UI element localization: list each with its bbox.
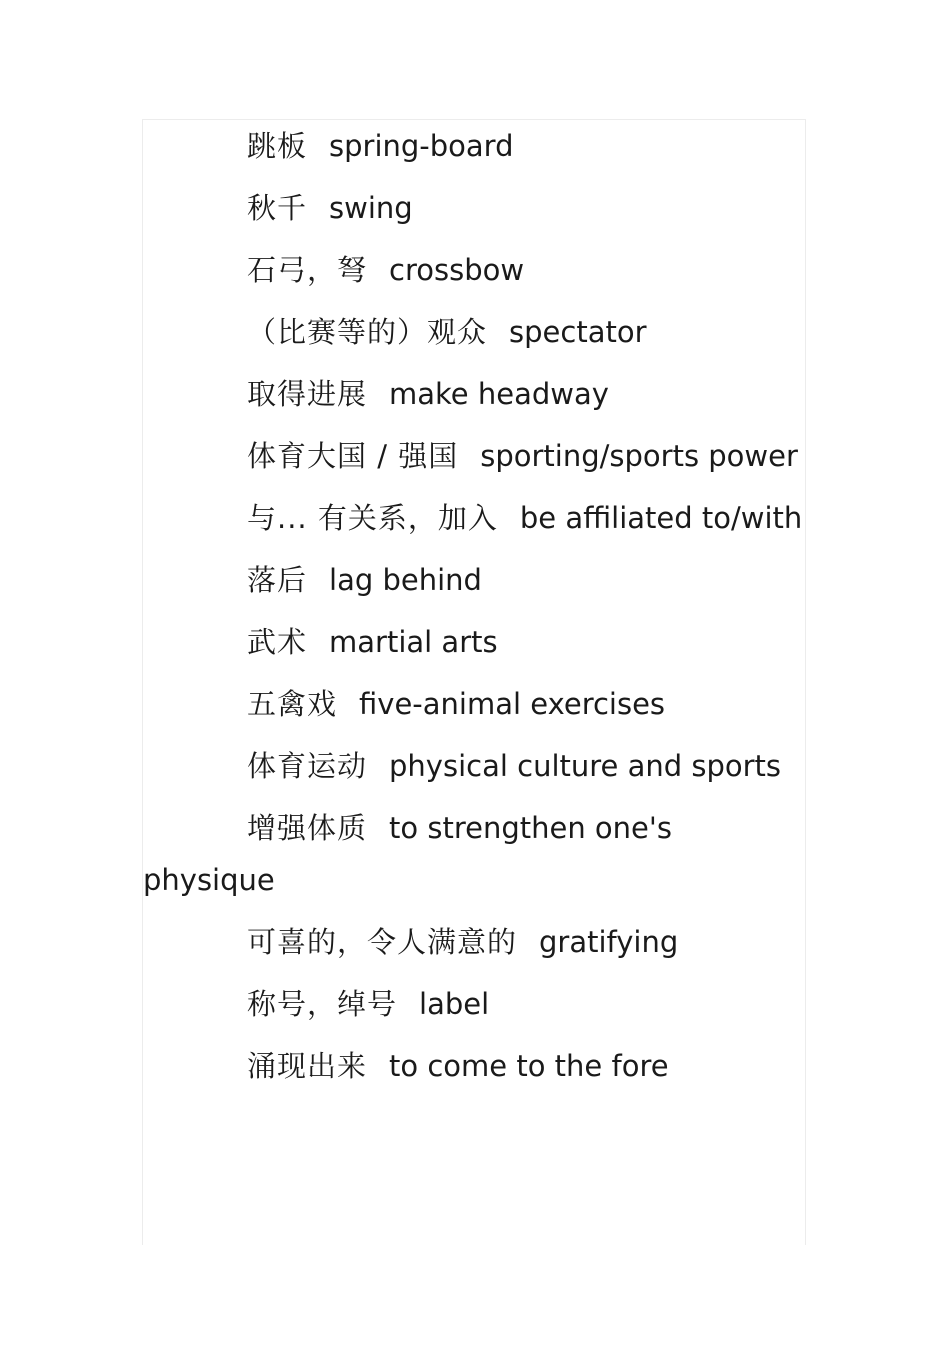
english-term: physical culture and sports [389, 749, 782, 783]
vocab-entry [143, 1040, 805, 1092]
vocab-entry [143, 678, 805, 730]
chinese-term: 可喜的，令人满意的 [247, 925, 518, 959]
vocab-entry [143, 244, 805, 296]
english-term: spectator [509, 315, 647, 349]
english-term: to strengthen one's physique [143, 811, 672, 897]
vocab-entry [143, 368, 805, 420]
english-term: martial arts [329, 625, 498, 659]
english-term: swing [329, 191, 413, 225]
chinese-term: 体育大国 / 强国 [247, 439, 459, 473]
english-term: spring-board [329, 129, 514, 163]
vocab-entry [143, 802, 805, 906]
english-term: sporting/sports power [480, 439, 798, 473]
english-term: lag behind [329, 563, 482, 597]
chinese-term: 石弓，弩 [247, 253, 368, 287]
vocab-entry [143, 492, 805, 544]
vocab-entry [143, 616, 805, 668]
vocabulary-list [143, 120, 805, 1102]
chinese-term: 落后 [247, 563, 308, 597]
chinese-term: 秋千 [247, 191, 308, 225]
chinese-term: 武术 [247, 625, 308, 659]
vocab-entry [143, 916, 805, 968]
english-term: five-animal exercises [359, 687, 666, 721]
vocab-entry [143, 430, 805, 482]
english-term: crossbow [389, 253, 525, 287]
english-term: label [419, 987, 490, 1021]
vocab-entry [143, 306, 805, 358]
vocab-entry [143, 182, 805, 234]
chinese-term: 取得进展 [247, 377, 368, 411]
chinese-term: 与... 有关系，加入 [247, 501, 498, 535]
chinese-term: 体育运动 [247, 749, 368, 783]
chinese-term: 涌现出来 [247, 1049, 368, 1083]
vocab-entry [143, 554, 805, 606]
english-term: be affiliated to/with [519, 501, 803, 535]
english-term: to come to the fore [389, 1049, 669, 1083]
chinese-term: 跳板 [247, 129, 308, 163]
chinese-term: 称号，绰号 [247, 987, 398, 1021]
vocab-entry [143, 978, 805, 1030]
chinese-term: （比赛等的）观众 [247, 315, 488, 349]
vocab-entry [143, 740, 805, 792]
vocab-entry [143, 120, 805, 172]
chinese-term: 五禽戏 [247, 687, 338, 721]
english-term: make headway [389, 377, 609, 411]
chinese-term: 增强体质 [247, 811, 368, 845]
english-term: gratifying [539, 925, 679, 959]
